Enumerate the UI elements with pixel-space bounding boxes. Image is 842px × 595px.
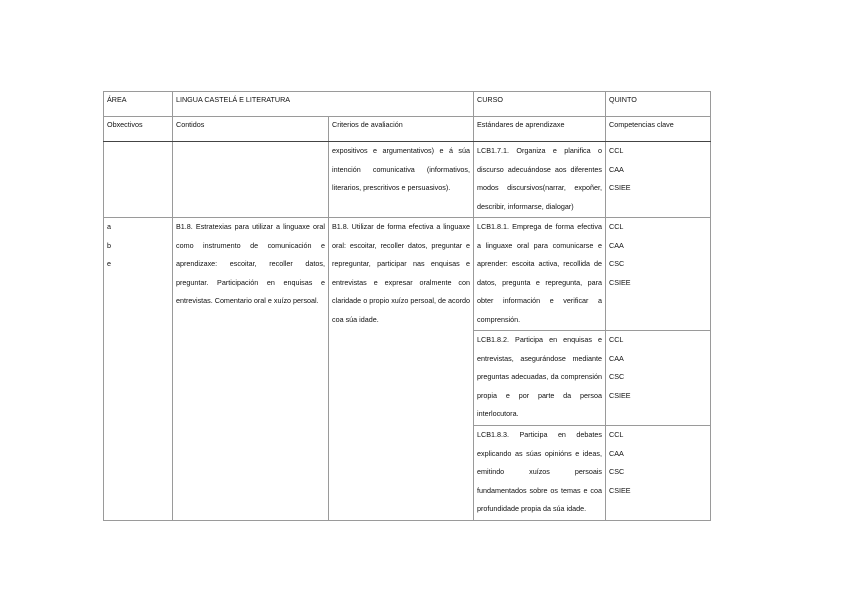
column-header-standards: Estándares de aprendizaxe	[474, 117, 606, 142]
curriculum-table	[103, 91, 711, 521]
criteria-cell: B1.8. Utilizar de forma efectiva a linguaxe oral: escoitar, recoller datos, preguntar e repreguntar, participar nas enquisas e entrevistas e expresar oralmente con claridade o propio xuízo persoal, de acordo coa súa idade.	[329, 218, 474, 521]
competence-item: CAA	[609, 353, 624, 363]
competences-cell	[606, 142, 711, 218]
competence-item: CCL	[609, 146, 624, 155]
column-header-contents: Contidos	[173, 117, 329, 142]
competence-item: CSC	[609, 372, 625, 381]
curso-value: QUINTO	[606, 92, 711, 117]
competence-item: CSIEE	[609, 485, 631, 495]
objective-item: b	[107, 240, 111, 250]
objectives-cell	[104, 218, 173, 521]
standards-cell: LCB1.8.2. Participa en enquisas e entrevistas, asegurándose mediante preguntas adecuadas, da comprensión propia e por parte da persoa interlocutora.	[474, 331, 606, 426]
standards-cell: LCB1.7.1. Organiza e planifica o discurso adecuándose aos diferentes modos discursivos(narrar, expoñer, describir, informarse, dialogar)	[474, 142, 606, 218]
column-header-objectives: Obxectivos	[104, 117, 173, 142]
column-header-criteria: Criterios de avaliación	[329, 117, 474, 142]
table-row	[104, 142, 711, 218]
header-row-columns	[104, 117, 711, 142]
competence-item: CSIEE	[609, 183, 631, 192]
table-row	[104, 218, 711, 331]
area-label: ÁREA	[104, 92, 173, 117]
competence-item: CCL	[609, 430, 624, 439]
competence-item: CCL	[609, 222, 624, 231]
standards-cell: LCB1.8.3. Participa en debates explicando as súas opinións e ideas, emitindo xuízos persoais fundamentados sobre os temas e coa profundidade propia da súa idade.	[474, 426, 606, 521]
competences-cell	[606, 331, 711, 426]
criteria-cell: expositivos e argumentativos) e á súa intención comunicativa (informativos, literarios, prescritivos e persuasivos).	[329, 142, 474, 218]
column-header-competences: Competencias clave	[606, 117, 711, 142]
objectives-cell	[104, 142, 173, 218]
competence-item: CSIEE	[609, 390, 631, 400]
objective-item: a	[107, 222, 111, 231]
contents-cell	[173, 142, 329, 218]
curso-label: CURSO	[474, 92, 606, 117]
standards-cell: LCB1.8.1. Emprega de forma efectiva a linguaxe oral para comunicarse e aprender: escoita activa, recollida de datos, pregunta e repregunta, para obter información e verificar a comprensión.	[474, 218, 606, 331]
competence-item: CAA	[609, 164, 624, 174]
competences-cell	[606, 426, 711, 521]
area-value: LINGUA CASTELÁ E LITERATURA	[173, 92, 474, 117]
competence-item: CSC	[609, 467, 625, 476]
competence-item: CAA	[609, 448, 624, 458]
competence-item: CSIEE	[609, 277, 631, 287]
contents-cell: B1.8. Estratexias para utilizar a linguaxe oral como instrumento de comunicación e aprendizaxe: escoitar, recoller datos, preguntar. Participación en enquisas e entrevistas. Comentario oral e xuízo persoal.	[173, 218, 329, 521]
competence-item: CSC	[609, 259, 625, 268]
objective-item: e	[107, 259, 111, 268]
competences-cell	[606, 218, 711, 331]
competence-item: CAA	[609, 240, 624, 250]
header-row-area	[104, 92, 711, 117]
competence-item: CCL	[609, 335, 624, 344]
